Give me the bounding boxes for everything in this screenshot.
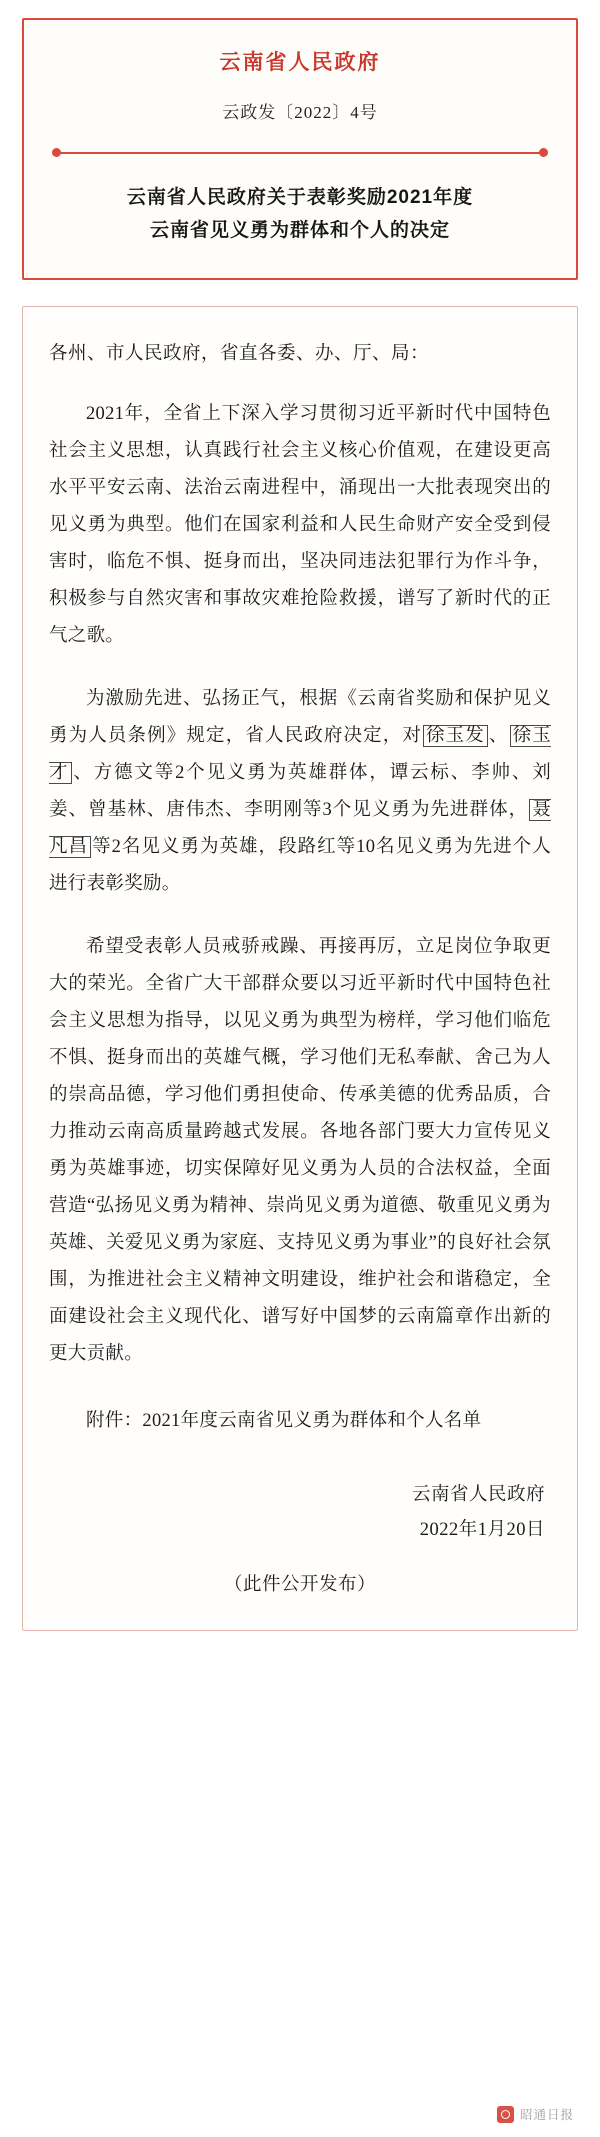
- document-header-card: [22, 18, 578, 280]
- paragraph-2-part-d: 等2名见义勇为英雄，段路红等10名见义勇为先进个人进行表彰奖励。: [49, 836, 551, 894]
- paragraph-2-part-c: 、方德文等2个见义勇为英雄群体，谭云标、李帅、刘姜、曾基林、唐伟杰、李明刚等3个见义勇为先进群体，: [49, 762, 551, 820]
- issuing-authority: 云南省人民政府: [219, 51, 381, 74]
- document-body-card: [22, 306, 578, 1631]
- document-title-line-2: 云南省见义勇为群体和个人的决定: [149, 220, 450, 242]
- paragraph-2-part-a: 为激励先进、弘扬正气，根据《云南省奖励和保护见义勇为人员条例》规定，省人民政府决定，对: [49, 688, 551, 746]
- source-badge: [497, 2105, 574, 2123]
- paragraph-3: 希望受表彰人员戒骄戒躁、再接再厉，立足岗位争取更大的荣光。全省广大干部群众要以习近平新时代中国特色社会主义思想为指导，以见义勇为典型为榜样，学习他们临危不惧、挺身而出的英雄气概，学习他们无私奉献、舍己为人的崇高品德，学习他们勇担使命、传承美德的优秀品质，合力推动云南高质量跨越式发展。各地各部门要大力宣传见义勇为英雄事迹，切实保障好见义勇为人员的合法权益，全面营造“弘扬见义勇为精神、崇尚见义勇为道德、敬重见义勇为英雄、关爱见义勇为家庭、支持见义勇为事业”的良好社会氛围，为推进社会主义精神文明建设，维护社会和谐稳定，全面建设社会主义现代化、谱写好中国梦的云南篇章作出新的更大贡献。: [49, 936, 551, 1364]
- paragraph-2: [49, 681, 551, 903]
- signature-block: [49, 1478, 551, 1548]
- signature-date: 2022年1月20日: [419, 1519, 545, 1540]
- highlighted-name-1: 徐玉发: [423, 725, 488, 747]
- highlighted-name-3: 聂凡昌: [49, 799, 551, 857]
- signature-organization: 云南省人民政府: [411, 1484, 545, 1505]
- document-title: [50, 181, 550, 248]
- rule-line: [60, 152, 540, 154]
- app-logo-icon: [497, 2106, 514, 2123]
- publication-note: （此件公开发布）: [223, 1574, 376, 1595]
- paragraph-1: 2021年，全省上下深入学习贯彻习近平新时代中国特色社会主义思想，认真践行社会主义核心价值观，在建设更高水平平安云南、法治云南进程中，涌现出一大批表现突出的见义勇为典型。他们在国家利益和人民生命财产安全受到侵害时，临危不惧、挺身而出，坚决同违法犯罪行为作斗争，积极参与自然灾害和事故灾难抢险救援，谱写了新时代的正气之歌。: [49, 403, 551, 646]
- document-title-line-1: 云南省人民政府关于表彰奖励2021年度: [126, 187, 474, 208]
- decorative-rule: [52, 145, 548, 161]
- salutation: 各州、市人民政府，省直各委、办、厅、局：: [49, 343, 430, 364]
- highlighted-name-2: 徐玉才: [49, 725, 551, 783]
- paragraph-2-part-b: 、: [488, 725, 509, 746]
- document-number: 云政发〔2022〕4号: [222, 103, 378, 122]
- attachment-line: 附件：2021年度云南省见义勇为群体和个人名单: [86, 1410, 482, 1431]
- source-badge-label: 昭通日报: [519, 2108, 574, 2122]
- rule-dot-right-icon: [539, 148, 548, 157]
